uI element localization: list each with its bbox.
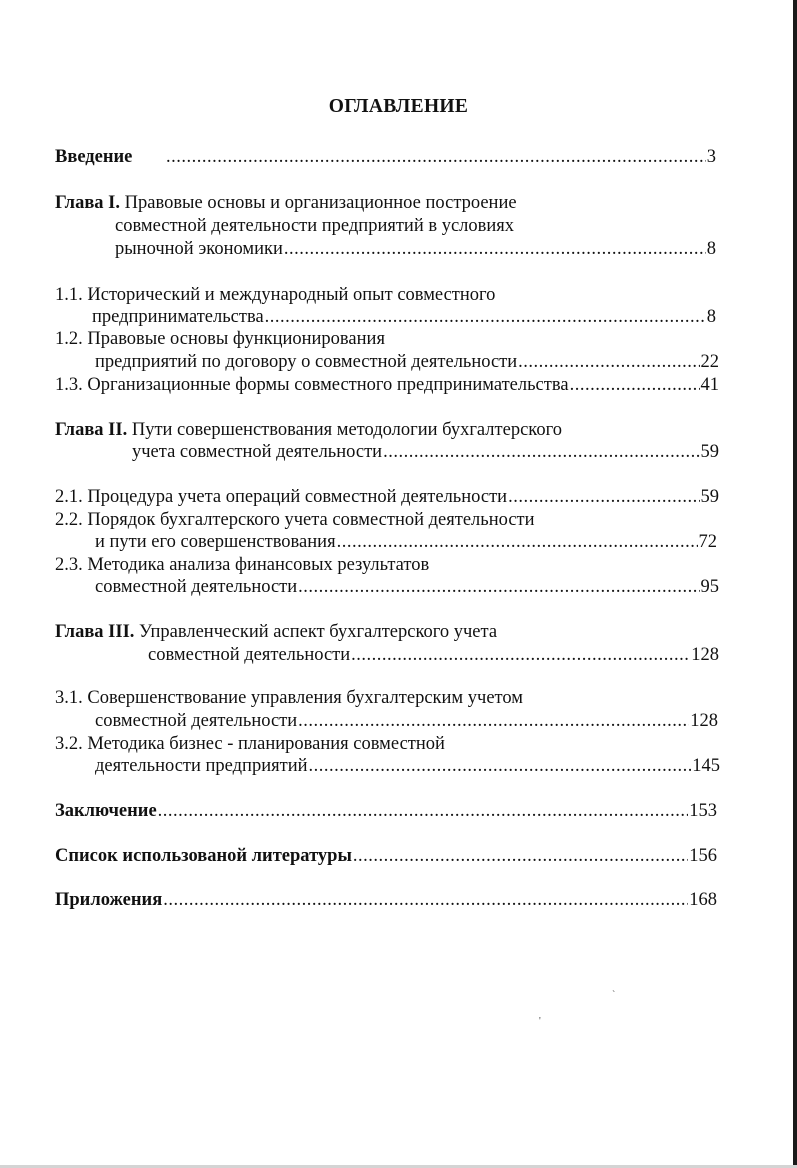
appendices-label: Приложения	[55, 890, 163, 910]
page-number: 153	[689, 801, 717, 821]
section-1-1-line1: 1.1. Исторический и международный опыт совместного	[55, 285, 496, 305]
chapter-1-label: Глава I.	[55, 193, 121, 213]
chapter-3-title-line2: совместной деятельности	[148, 645, 351, 665]
section-3-2-line2: деятельности предприятий	[95, 756, 308, 776]
chapter-1-title-line3: рыночной экономики	[115, 239, 283, 259]
scan-speck: `	[612, 990, 616, 1001]
section-3-2-line1: 3.2. Методика бизнес - планирования совместной	[55, 734, 445, 754]
dot-leader	[309, 754, 692, 778]
toc-entry-chapter-1[interactable]	[115, 237, 716, 261]
section-3-1-line2: совместной деятельности	[95, 711, 298, 731]
section-1-2-line1: 1.2. Правовые основы функционирования	[55, 329, 385, 349]
page-number: 156	[689, 846, 717, 866]
toc-entry-section-2-1[interactable]	[55, 485, 719, 509]
section-1-1-line2: предпринимательства	[92, 307, 264, 327]
page-number: 8	[706, 239, 716, 259]
section-2-1-line1: 2.1. Процедура учета операций совместной деятельности	[55, 487, 508, 507]
references-label: Список использованой литературы	[55, 846, 352, 866]
dot-leader	[265, 305, 706, 329]
chapter-2-label: Глава II.	[55, 420, 128, 440]
intro-label: Введение	[55, 147, 133, 167]
toc-entry-references[interactable]	[55, 844, 717, 868]
dot-leader	[298, 709, 689, 733]
section-3-1-line1: 3.1. Совершенствование управления бухгалтерским учетом	[55, 688, 523, 708]
chapter-1-title-line1: Правовые основы и организационное построение	[124, 193, 517, 213]
page-number: 128	[691, 645, 719, 665]
chapter-1-heading[interactable]	[55, 191, 517, 215]
section-2-3-line2: совместной деятельности	[95, 577, 298, 597]
toc-entry-section-1-3[interactable]	[55, 373, 719, 397]
toc-entry-intro[interactable]	[55, 145, 716, 169]
chapter-2-title-line2: учета совместной деятельности	[132, 442, 383, 462]
page-number: 41	[700, 375, 719, 395]
toc-entry-section-3-2[interactable]	[95, 754, 720, 778]
page-number: 22	[700, 352, 719, 372]
chapter-3-title-line1: Управленческий аспект бухгалтерского учета	[139, 622, 498, 642]
toc-entry-chapter-2[interactable]	[132, 440, 719, 464]
page-number: 59	[700, 442, 719, 462]
section-2-3-line1: 2.3. Методика анализа финансовых результатов	[55, 555, 430, 575]
conclusion-label: Заключение	[55, 801, 157, 821]
dot-leader	[337, 530, 698, 554]
dot-leader	[570, 373, 700, 397]
toc-entry-conclusion[interactable]	[55, 799, 717, 823]
section-1-3-line1: 1.3. Организационные формы совместного предпринимательства	[55, 375, 569, 395]
toc-entry-section-2-3[interactable]	[95, 575, 719, 599]
section-2-2-line1: 2.2. Порядок бухгалтерского учета совместной деятельности	[55, 510, 535, 530]
page-number: 3	[706, 147, 716, 167]
dot-leader	[158, 799, 689, 823]
toc-entry-section-1-2[interactable]	[95, 350, 719, 374]
toc-entry-appendices[interactable]	[55, 888, 717, 912]
dot-leader	[353, 844, 688, 868]
chapter-1-title-line2: совместной деятельности предприятий в условиях	[115, 216, 515, 236]
page-number: 95	[700, 577, 719, 597]
dot-leader	[351, 643, 690, 667]
page-number: 168	[689, 890, 717, 910]
toc-entry-section-2-2[interactable]	[95, 530, 717, 554]
page-number: 8	[706, 307, 716, 327]
toc-entry-section-3-1[interactable]	[95, 709, 718, 733]
dot-leader	[284, 237, 706, 261]
scan-speck: '	[539, 1016, 541, 1027]
page-number: 128	[690, 711, 718, 731]
dot-leader	[166, 145, 706, 169]
chapter-3-heading[interactable]	[55, 620, 497, 644]
page-number: 145	[692, 756, 720, 776]
dot-leader	[298, 575, 699, 599]
dot-leader	[163, 888, 688, 912]
page-number: 59	[700, 487, 719, 507]
chapter-3-label: Глава III.	[55, 622, 135, 642]
section-2-2-line2: и пути его совершенствования	[95, 532, 336, 552]
toc-title: ОГЛАВЛЕНИЕ	[328, 96, 469, 117]
chapter-2-title-line1: Пути совершенствования методологии бухгалтерского	[131, 420, 562, 440]
dot-leader	[518, 350, 699, 374]
page-number: 72	[698, 532, 717, 552]
toc-entry-section-1-1[interactable]	[92, 305, 716, 329]
scan-edge-right	[793, 0, 797, 1168]
section-1-2-line2: предприятий по договору о совместной деятельности	[95, 352, 518, 372]
chapter-2-heading[interactable]	[55, 418, 562, 442]
dot-leader	[383, 440, 699, 464]
dot-leader	[508, 485, 699, 509]
toc-entry-chapter-3[interactable]	[148, 643, 719, 667]
